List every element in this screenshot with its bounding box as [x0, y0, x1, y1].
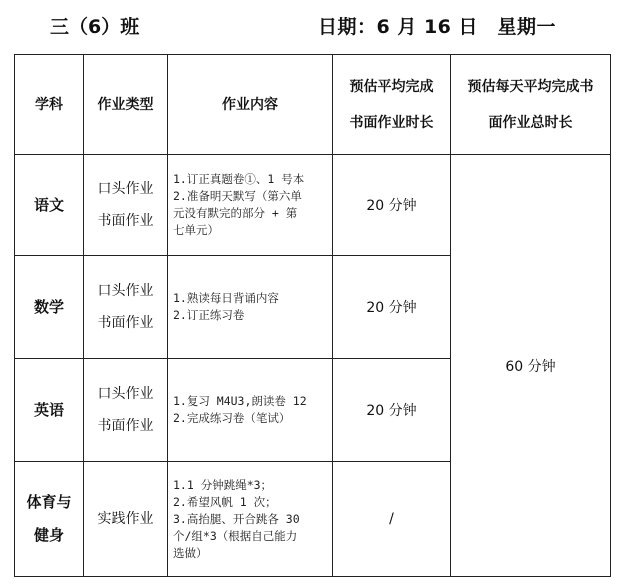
col-total-line2: 面作业总时长: [488, 114, 573, 131]
subject-cell: [15, 462, 84, 577]
col-avg-time: [333, 55, 451, 155]
type-label: 书面作业: [97, 315, 154, 331]
type-label: 口头作业: [97, 181, 154, 197]
subject-label: 数学: [33, 297, 64, 316]
content-line: 选做）: [173, 545, 208, 560]
type-label: 口头作业: [97, 386, 154, 402]
content-line: 3.高抬腿、开合跳各 30: [173, 511, 300, 526]
content-line: 2.订正练习卷: [173, 308, 245, 322]
col-avg-time-line1: 预估平均完成: [349, 78, 434, 95]
type-cell: [84, 359, 168, 462]
subject-cell: [15, 256, 84, 359]
content-line: 元没有默完的部分 + 第: [173, 206, 298, 220]
class-name: 三（6）班: [50, 16, 140, 38]
subject-cell: [15, 155, 84, 256]
col-total-line1: 预估每天平均完成书: [467, 78, 594, 95]
time-cell: 20 分钟: [333, 155, 451, 256]
subject-label: 健身: [33, 526, 64, 544]
content-line: 个/组*3（根据自己能力: [173, 528, 298, 543]
content-line: 1.复习 M4U3,朗读卷 12: [173, 394, 307, 408]
content-line: 七单元）: [173, 223, 219, 237]
col-total-time: [451, 55, 611, 155]
content-cell: [168, 359, 333, 462]
subject-label: 语文: [33, 195, 64, 214]
content-line: 2.希望风帆 1 次；: [173, 494, 277, 509]
col-type: 作业类型: [84, 55, 168, 155]
content-cell: [168, 462, 333, 577]
content-line: 2.完成练习卷（笔试）: [173, 411, 291, 425]
col-subject: 学科: [15, 55, 84, 155]
type-cell: [84, 155, 168, 256]
type-cell: [84, 462, 168, 577]
type-label: 口头作业: [97, 283, 154, 299]
subject-label: 英语: [33, 400, 64, 419]
header-row: [15, 55, 611, 155]
col-avg-time-line2: 书面作业时长: [349, 114, 434, 131]
time-cell: 20 分钟: [333, 359, 451, 462]
subject-cell: [15, 359, 84, 462]
type-label: 实践作业: [97, 511, 154, 527]
subject-label: 体育与: [26, 493, 72, 511]
content-line: 1.熟读每日背诵内容: [173, 291, 279, 305]
content-cell: [168, 155, 333, 256]
table-row: [15, 155, 611, 256]
time-cell: 20 分钟: [333, 256, 451, 359]
type-cell: [84, 256, 168, 359]
homework-table: [14, 54, 611, 577]
total-time-cell: 60 分钟: [451, 155, 611, 577]
type-label: 书面作业: [97, 418, 154, 434]
time-cell: /: [333, 462, 451, 577]
content-cell: [168, 256, 333, 359]
content-line: 1.1 分钟跳绳*3；: [173, 477, 273, 492]
type-label: 书面作业: [97, 213, 154, 229]
date-text: 日期：6 月 16 日 星期一: [318, 16, 557, 38]
content-line: 1.订正真题卷①、1 号本: [173, 172, 305, 186]
content-line: 2.准备明天默写（第六单: [173, 189, 302, 203]
col-content: 作业内容: [168, 55, 333, 155]
page-header: [0, 8, 618, 38]
